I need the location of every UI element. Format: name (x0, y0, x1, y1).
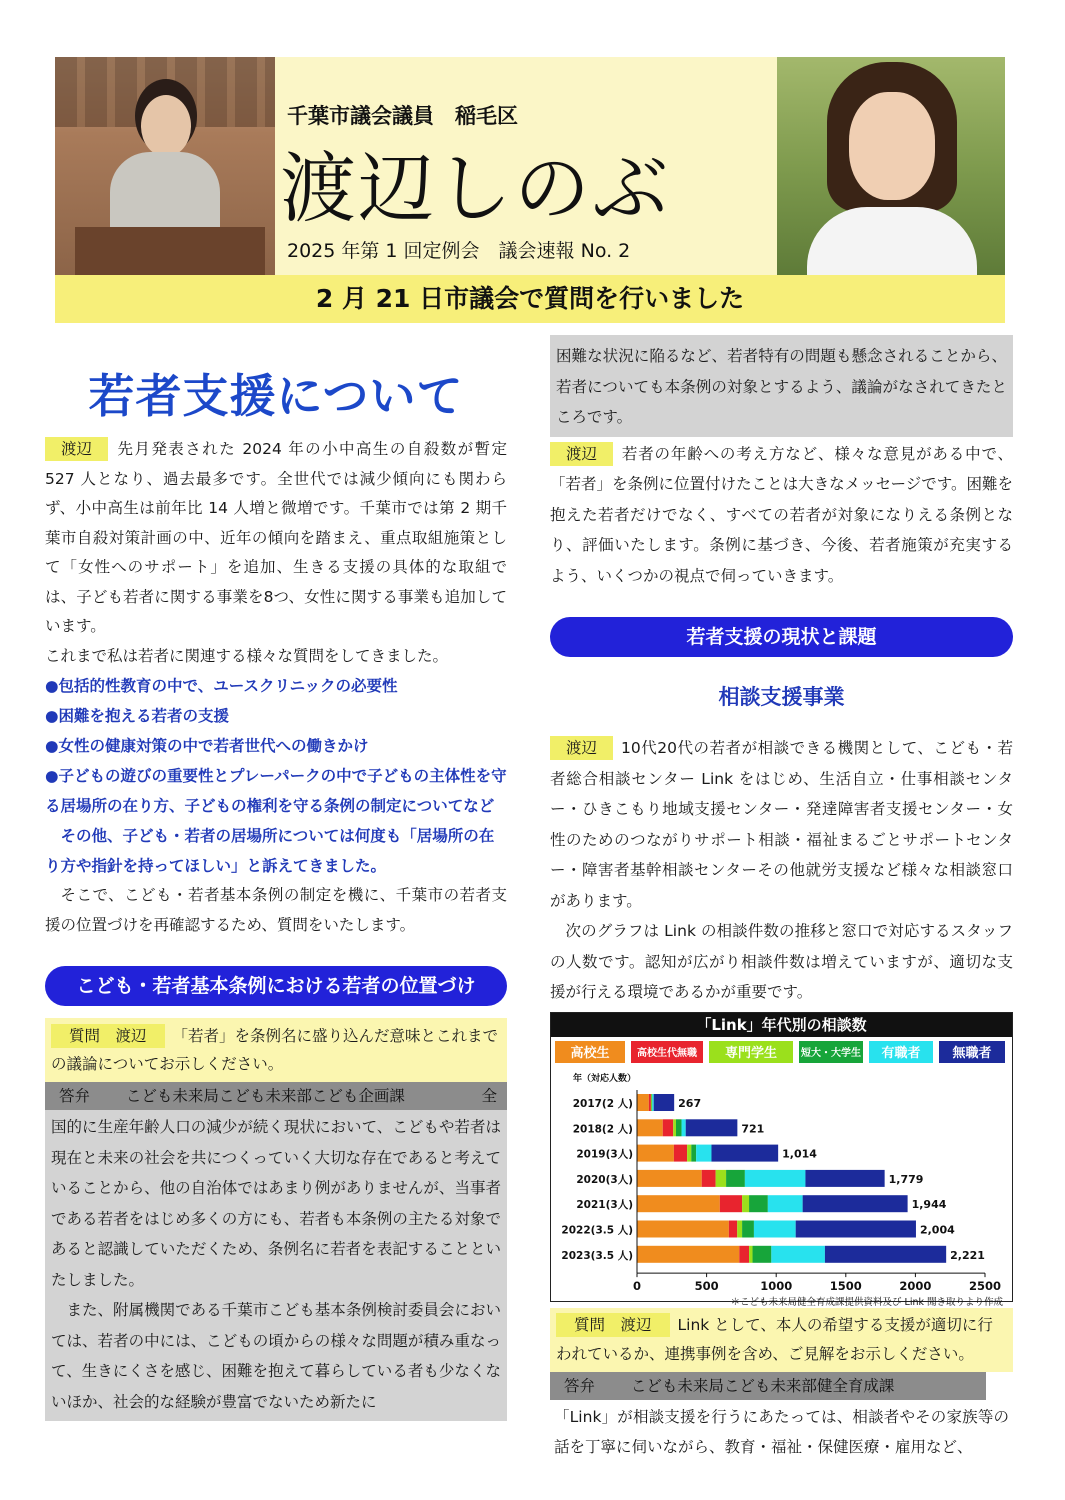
x-tick-label: 1000 (760, 1279, 793, 1294)
x-tick-label: 500 (694, 1279, 719, 1294)
question-box (550, 1308, 1013, 1372)
bar-segment (637, 1246, 739, 1263)
bar-segment (729, 1221, 737, 1238)
answer-label: 答弁 (564, 1377, 596, 1395)
answer-dept: こども未来局こども未来部健全育成課 (630, 1377, 895, 1395)
bar-segment (720, 1195, 742, 1212)
followup-text: 若者の年齢への考え方など、様々な意見がある中で、「若者」を条例に位置付けたことは大きなメッセージです。困難を抱えた若者だけでなく、すべての若者が対象になりえる条例となり、評価いたします。条例に基づき、今後、若者施策が充実するよう、いくつかの視点で伺っていきます。 (550, 444, 1013, 585)
header-session: 2025 年第 1 回定例会 議会速報 No. 2 (287, 240, 631, 262)
question-text: 「若者」を条例名に盛り込んだ意味とこれまでの議論についてお示しください。 (51, 1027, 499, 1073)
right-column (550, 335, 1013, 1008)
followup-paragraph (550, 439, 1013, 592)
intro-paragraph (45, 435, 507, 642)
list-item: ●包括的性教育の中で、ユースクリニックの必要性 (45, 677, 398, 695)
bar-segment (687, 1145, 691, 1162)
x-tick-label: 1500 (829, 1279, 862, 1294)
bullet-list (45, 671, 507, 821)
category-label: 2022(3.5 人) (561, 1224, 633, 1237)
answer-header (45, 1082, 507, 1110)
legend-label: 高校生代無職 (637, 1048, 697, 1059)
total-label: 2,221 (950, 1248, 985, 1262)
legend-label: 有職者 (881, 1046, 921, 1061)
total-label: 2,004 (919, 1223, 955, 1237)
bar-segment (637, 1145, 674, 1162)
header-name: 渡辺しのぶ (280, 144, 670, 233)
bar-segment (649, 1094, 651, 1111)
question-tag: 質問 渡辺 (556, 1313, 670, 1337)
subheading: 相談支援事業 (718, 685, 845, 709)
bar-segment (682, 1119, 686, 1136)
answer-continuation: 困難な状況に陥るなど、若者特有の問題も懸念されることから、若者についても本条例の対象とするよう、議論がなされてきたところです。 (550, 335, 1013, 437)
bar-segment (637, 1119, 663, 1136)
bar-segment (749, 1246, 752, 1263)
consult-paragraph (550, 733, 1013, 916)
consult-text: 10代20代の若者が相談できる機関として、こども・若者総合相談センター Link をはじめ、生活自立・仕事相談センター・ひきこもり地域支援センター・発達障害者支援センター・女性のためのつながりサポート相談・福祉まるごとサポートセンター・障害者基幹相談センターその他就労支援など様々な相談窓口があります。 (550, 739, 1013, 910)
bar-segment (825, 1246, 946, 1263)
bar-segment (637, 1221, 729, 1238)
category-label: 2018(2 人) (572, 1123, 633, 1136)
year-header: 年（対応人数） (573, 1074, 637, 1084)
legend-label: 専門学生 (724, 1046, 778, 1061)
bar-segment (796, 1221, 916, 1238)
bar-segment (742, 1195, 749, 1212)
bar-segment (676, 1119, 682, 1136)
list-item: ●子どもの遊びの重要性とプレーパークの中で子どもの主体性を守る居場所の在り方、子どもの権利を守る条例の制定についてなど (45, 767, 507, 815)
chart-note: ＊こども未来局健全育成課提供資料及び Link 聞き取りより作成 (730, 1297, 1003, 1309)
bar-segment (637, 1170, 702, 1187)
legend-label: 無職者 (952, 1046, 992, 1061)
category-label: 2017(2 人) (572, 1098, 633, 1110)
assembly-photo (55, 57, 275, 275)
bar-segment (749, 1195, 768, 1212)
bar-segment (716, 1170, 726, 1187)
bar-segment (742, 1221, 754, 1238)
portrait-photo (777, 57, 1005, 275)
answer-paragraph: 「Link」が相談支援を行うにあたっては、相談者やその家族等の話を丁寧に伺いながら、教育・福祉・保健医療・雇用など、 (554, 1408, 1009, 1456)
section-title: 若者支援について (88, 369, 464, 423)
answer-dept: こども未来局こども未来部こども企画課 (125, 1087, 405, 1105)
speaker-tag: 渡辺 (550, 442, 613, 466)
chart-title: 「Link」年代別の相談数 (551, 1013, 1012, 1037)
bar-segment (637, 1094, 649, 1111)
question-tag: 質問 渡辺 (51, 1024, 165, 1048)
bar-segment (754, 1221, 796, 1238)
answer-tail: 全 (481, 1087, 497, 1105)
x-tick-label: 2000 (899, 1279, 932, 1294)
x-tick-label: 2500 (968, 1279, 1002, 1294)
answer-paragraph: また、附属機関である千葉市こども基本条例検討委員会においては、若者の中には、こどもの頃からの様々な問題が積み重なって、生きにくさを感じ、困難を抱えて暮らしている者も少なくないほか、社会的な経験が豊富でないため新たに (51, 1301, 501, 1411)
total-label: 1,779 (888, 1172, 924, 1186)
list-item: ●女性の健康対策の中で若者世代への働きかけ (45, 737, 369, 755)
total-label: 267 (678, 1097, 702, 1110)
bar-segment (771, 1246, 825, 1263)
graph-intro-paragraph: 次のグラフは Link の相談件数の推移と窓口で対応するスタッフの人数です。認知が広がり相談件数は増えていますが、適切な支援が行える環境であるかが重要です。 (550, 922, 1013, 1001)
bar-segment (753, 1246, 772, 1263)
legend-label: 高校生 (570, 1046, 610, 1061)
bar-segment (691, 1145, 696, 1162)
speaker-tag: 渡辺 (550, 736, 613, 760)
bar-segment (711, 1145, 778, 1162)
link-consultation-chart (550, 1012, 1013, 1309)
bar-segment (702, 1170, 716, 1187)
category-label: 2021(3人) (576, 1199, 633, 1212)
closing-paragraph: そこで、こども・若者基本条例の制定を機に、千葉市の若者支援の位置づけを再確認するため、質問をいたします。 (45, 886, 507, 934)
bar-segment (739, 1246, 749, 1263)
question-text: Link として、本人の希望する支援が適切に行われているか、連携事例を含め、ご見解をお示しください。 (556, 1316, 993, 1363)
bar-segment (674, 1145, 687, 1162)
bar-segment (745, 1170, 806, 1187)
left-column (45, 340, 507, 1421)
bar-segment (686, 1119, 738, 1136)
bar-segment (652, 1094, 653, 1111)
legend-label: 短大・大学生 (801, 1048, 861, 1059)
total-label: 1,944 (911, 1198, 947, 1212)
speaker-tag: 渡辺 (45, 437, 108, 461)
section-pill: こども・若者基本条例における若者の位置づけ (45, 966, 507, 1006)
history-paragraph: これまで私は若者に関連する様々な質問をしてきました。 (45, 646, 449, 665)
section-pill: 若者支援の現状と課題 (550, 617, 1013, 657)
category-label: 2019(3人) (576, 1148, 633, 1161)
bottom-qa (550, 1308, 1013, 1464)
category-label: 2020(3人) (576, 1173, 633, 1186)
bar-segment (726, 1170, 745, 1187)
bar-segment (651, 1094, 652, 1111)
bar-segment (737, 1221, 742, 1238)
category-label: 2023(3.5 人) (561, 1249, 633, 1262)
banner: 2 月 21 日市議会で質問を行いました (55, 275, 1005, 323)
bar-segment (805, 1170, 884, 1187)
bar-segment (637, 1195, 720, 1212)
bar-segment (803, 1195, 908, 1212)
answer-paragraph: 国的に生産年齢人口の減少が続く現状において、こどもや若者は現在と未来の社会を共につくっていく大切な存在であると考えていることから、他の自治体ではあまり例がありませんが、当事者である若者をはじめ多くの方にも、若者も本条例の主たる対象であると認識していただくため、条例名に若者を表記することといたしました。 (51, 1118, 501, 1289)
chart-canvas (551, 1037, 1012, 1309)
answer-body (45, 1110, 507, 1421)
bar-segment (768, 1195, 803, 1212)
header-subtitle: 千葉市議会議員 稲毛区 (287, 104, 518, 128)
list-item: ●困難を抱える若者の支援 (45, 707, 230, 725)
emphasis-paragraph: その他、子ども・若者の居場所については何度も「居場所の在り方や指針を持ってほしい」と訴えてきました。 (45, 827, 495, 875)
total-label: 1,014 (782, 1147, 817, 1161)
bar-segment (696, 1145, 711, 1162)
question-box (45, 1018, 507, 1082)
x-tick-label: 0 (632, 1279, 642, 1294)
total-label: 721 (741, 1122, 765, 1136)
bar-segment (654, 1094, 674, 1111)
answer-header (550, 1372, 986, 1400)
bar-segment (673, 1119, 676, 1136)
bar-segment (652, 1094, 653, 1111)
bar-segment (663, 1119, 673, 1136)
answer-label: 答弁 (59, 1087, 91, 1105)
intro-text: 先月発表された 2024 年の小中高生の自殺数が暫定 527 人となり、過去最多です。全世代では減少傾向にも関わらず、小中高生は前年比 14 人増と微増です。千葉市では第 2 期千葉市自殺対策計画の中、近年の傾向を踏まえ、重点取組施策として「女性へのサポート」を追加、生きる支援の具体的な取組では、子ども若者に関する事業を8つ、女性に関する事業も追加しています。 (45, 440, 507, 635)
